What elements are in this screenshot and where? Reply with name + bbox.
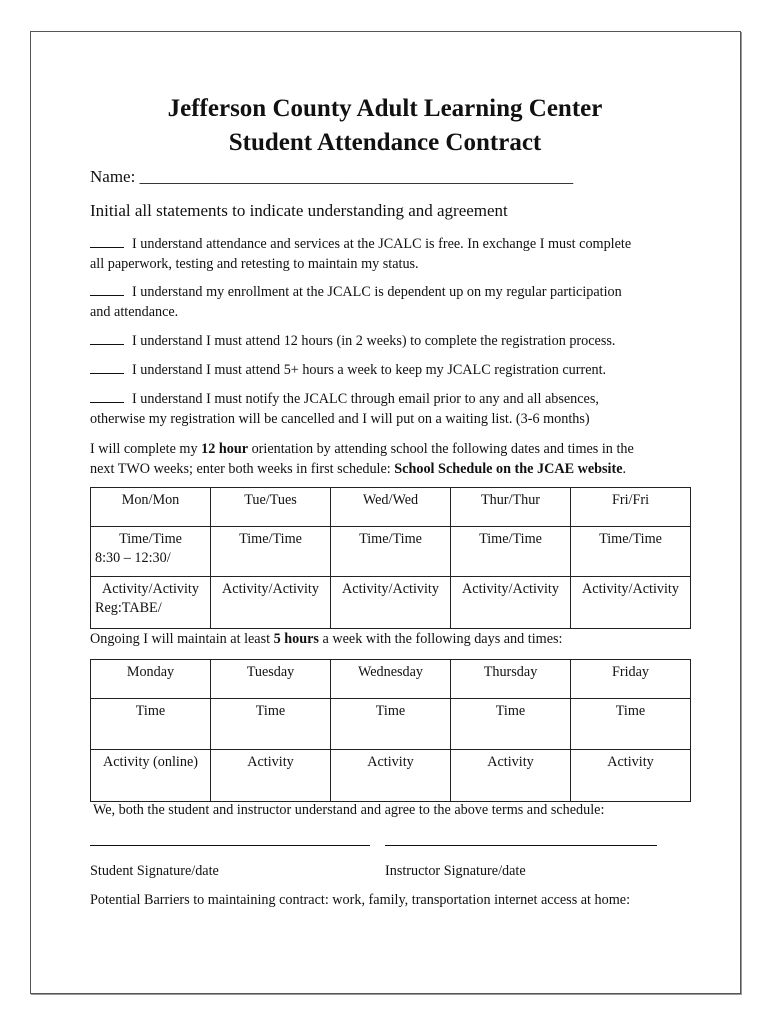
table-header-cell: Thursday <box>451 660 571 699</box>
table-cell[interactable]: Activity/Activity <box>451 577 571 629</box>
initial-blank[interactable] <box>90 361 124 374</box>
orientation-schedule-table <box>90 487 691 629</box>
statement-2: I understand my enrollment at the JCALC is dependent up on my regular participation and attendance. <box>90 284 622 320</box>
table-cell[interactable]: Time/Time 8:30 – 12:30/ <box>91 527 211 577</box>
statement-3: I understand I must attend 12 hours (in 2 weeks) to complete the registration process. <box>90 331 615 351</box>
table-header-cell: Monday <box>91 660 211 699</box>
table-cell[interactable]: Time <box>451 699 571 750</box>
table-cell[interactable]: Activity <box>211 750 331 802</box>
ongoing-paragraph: Ongoing I will maintain at least 5 hours a week with the following days and times: <box>90 631 563 647</box>
instructor-signature-label: Instructor Signature/date <box>385 863 526 879</box>
table-cell[interactable]: Activity <box>331 750 451 802</box>
table-cell[interactable]: Activity/Activity <box>571 577 691 629</box>
table-cell[interactable]: Activity/Activity <box>331 577 451 629</box>
table-cell[interactable]: Time <box>331 699 451 750</box>
table-cell[interactable]: Time <box>91 699 211 750</box>
table-header-cell: Friday <box>571 660 691 699</box>
table-row <box>91 488 691 527</box>
table-header-cell: Tue/Tues <box>211 488 331 527</box>
table-cell[interactable]: Time <box>211 699 331 750</box>
table-row <box>91 750 691 802</box>
table-cell[interactable]: Time/Time <box>451 527 571 577</box>
orientation-paragraph: I will complete my 12 hour orientation by attending school the following dates and times in the next TWO weeks; enter both weeks in first schedule: School Schedule on the JCAE website. <box>90 441 634 477</box>
barriers-statement: Potential Barriers to maintaining contract: work, family, transportation internet access at home: <box>90 892 631 908</box>
statement-5: I understand I must notify the JCALC through email prior to any and all absences, otherwise my registration will be cancelled and I will put on a waiting list. (3-6 months) <box>90 391 599 427</box>
table-row <box>91 660 691 699</box>
table-header-cell: Wednesday <box>331 660 451 699</box>
student-signature-label: Student Signature/date <box>90 863 219 879</box>
student-signature-line[interactable] <box>90 845 370 846</box>
document-title: Jefferson County Adult Learning Center <box>167 95 603 122</box>
table-cell[interactable]: Time/Time <box>211 527 331 577</box>
initial-blank[interactable] <box>90 332 124 345</box>
instructor-signature-line[interactable] <box>385 845 657 846</box>
table-header-cell: Tuesday <box>211 660 331 699</box>
statement-4: I understand I must attend 5+ hours a week to keep my JCALC registration current. <box>90 360 606 380</box>
document-subtitle: Student Attendance Contract <box>228 129 542 156</box>
table-row <box>91 699 691 750</box>
table-header-cell: Mon/Mon <box>91 488 211 527</box>
statement-1: I understand attendance and services at the JCALC is free. In exchange I must complete all paperwork, testing and retesting to maintain my status. <box>90 236 632 272</box>
table-header-cell: Fri/Fri <box>571 488 691 527</box>
table-cell[interactable]: Activity <box>451 750 571 802</box>
table-cell[interactable]: Activity/Activity Reg:TABE/ <box>91 577 211 629</box>
ongoing-schedule-table <box>90 659 691 802</box>
initial-blank[interactable] <box>90 390 124 403</box>
instructions-heading: Initial all statements to indicate understanding and agreement <box>90 201 508 220</box>
table-header-cell: Wed/Wed <box>331 488 451 527</box>
initial-blank[interactable] <box>90 283 124 296</box>
initial-blank[interactable] <box>90 235 124 248</box>
table-cell[interactable]: Time/Time <box>571 527 691 577</box>
table-cell[interactable]: Activity <box>571 750 691 802</box>
table-header-cell: Thur/Thur <box>451 488 571 527</box>
table-row <box>91 527 691 577</box>
agreement-statement: We, both the student and instructor understand and agree to the above terms and schedule: <box>93 802 605 818</box>
name-field[interactable]: Name: ___________________________________________________ <box>90 167 574 186</box>
table-cell[interactable]: Time <box>571 699 691 750</box>
table-row <box>91 577 691 629</box>
table-cell[interactable]: Activity (online) <box>91 750 211 802</box>
table-cell[interactable]: Time/Time <box>331 527 451 577</box>
table-cell[interactable]: Activity/Activity <box>211 577 331 629</box>
